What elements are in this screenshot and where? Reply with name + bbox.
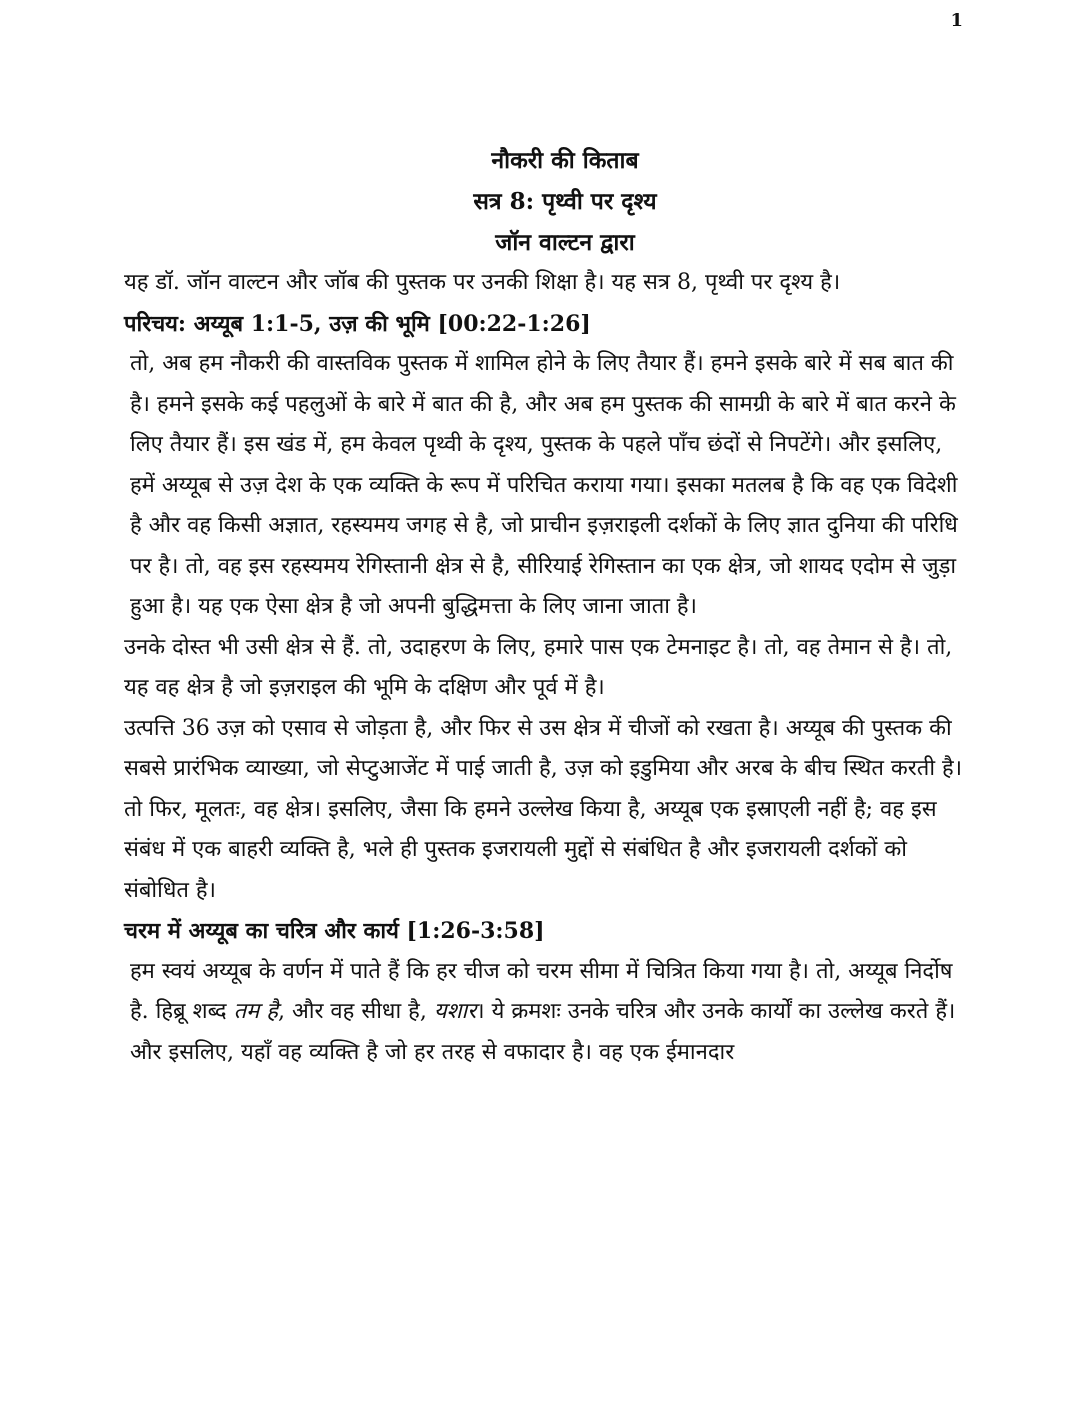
- section-heading-character: चरम में अय्यूब का चरित्र और कार्य [1:26-3:58]: [124, 918, 545, 944]
- hebrew-term-tam: तम है: [233, 999, 278, 1024]
- paragraph-text: । ये क्रमशः उनके चरित्र और उनके कार्यों का उल्लेख करते हैं। और इसलिए, यहाँ वह व्यक्ति है जो हर तरह से वफादार है। वह एक ईमानदार: [130, 999, 956, 1065]
- author-line: जॉन वाल्टन द्वारा: [495, 229, 635, 256]
- paragraph: तो, अब हम नौकरी की वास्तविक पुस्तक में शामिल होने के लिए तैयार हैं। हमने इसके बारे में सब बात की है। हमने इसके कई पहलुओं के बारे में बात की है, और अब हम पुस्तक की सामग्री के बारे में बात करने के लिए तैयार हैं। इस खंड में, हम केवल पृथ्वी के दृश्य, पुस्तक के पहले पाँच छंदों से निपटेंगे। और इसलिए, हमें अय्यूब से उज़ देश के एक व्यक्ति के रूप में परिचित कराया गया। इसका मतलब है कि वह एक विदेशी है और वह किसी अज्ञात, रहस्यमय जगह से है, जो प्राचीन इज़राइली दर्शकों के लिए ज्ञात दुनिया की परिधि पर है। तो, वह इस रहस्यमय रेगिस्तानी क्षेत्र से है, सीरियाई रेगिस्तान का एक क्षेत्र, जो शायद एदोम से जुड़ा हुआ है। यह एक ऐसा क्षेत्र है जो अपनी बुद्धिमत्ता के लिए जाना जाता है।: [130, 351, 958, 619]
- intro-line: यह डॉ. जॉन वाल्टन और जॉब की पुस्तक पर उनकी शिक्षा है। यह सत्र 8, पृथ्वी पर दृश्य है।: [124, 270, 841, 295]
- section-heading-intro: परिचय: अय्यूब 1:1-5, उज़ की भूमि [00:22-1:26]: [124, 310, 591, 337]
- paragraph: उत्पत्ति 36 उज़ को एसाव से जोड़ता है, और फिर से उस क्षेत्र में चीजों को रखता है। अय्यूब की पुस्तक की सबसे प्रारंभिक व्याख्या, जो सेप्टुआजेंट में पाई जाती है, उज़ को इडुमिया और अरब के बीच स्थित करती है। तो फिर, मूलतः, वह क्षेत्र। इसलिए, जैसा कि हमने उल्लेख किया है, अय्यूब एक इस्राएली नहीं है; वह इस संबंध में एक बाहरी व्यक्ति है, भले ही पुस्तक इजरायली मुद्दों से संबंधित है और इजरायली दर्शकों को संबोधित है।: [124, 715, 963, 903]
- document-content: [124, 140, 966, 1073]
- paragraph: [124, 952, 966, 1074]
- paragraph: उनके दोस्त भी उसी क्षेत्र से हैं. तो, उदाहरण के लिए, हमारे पास एक टेमनाइट है। तो, वह तेमान से है। तो, यह वह क्षेत्र है जो इज़राइल की भूमि के दक्षिण और पूर्व में है।: [124, 634, 953, 700]
- document-title: नौकरी की किताब: [491, 147, 639, 174]
- session-title: सत्र 8: पृथ्वी पर दृश्य: [473, 188, 657, 215]
- paragraph-text: , और वह सीधा है,: [277, 999, 434, 1024]
- paragraph-text: हम स्वयं अय्यूब के वर्णन में पाते हैं कि हर चीज को चरम सीमा में चित्रित किया गया है। तो, अय्यूब निर्दोष है. हिब्रू शब्द: [130, 958, 953, 1024]
- page-number: 1: [950, 10, 963, 31]
- hebrew-term-yashar: यशार: [433, 999, 477, 1024]
- title-block: [164, 140, 966, 263]
